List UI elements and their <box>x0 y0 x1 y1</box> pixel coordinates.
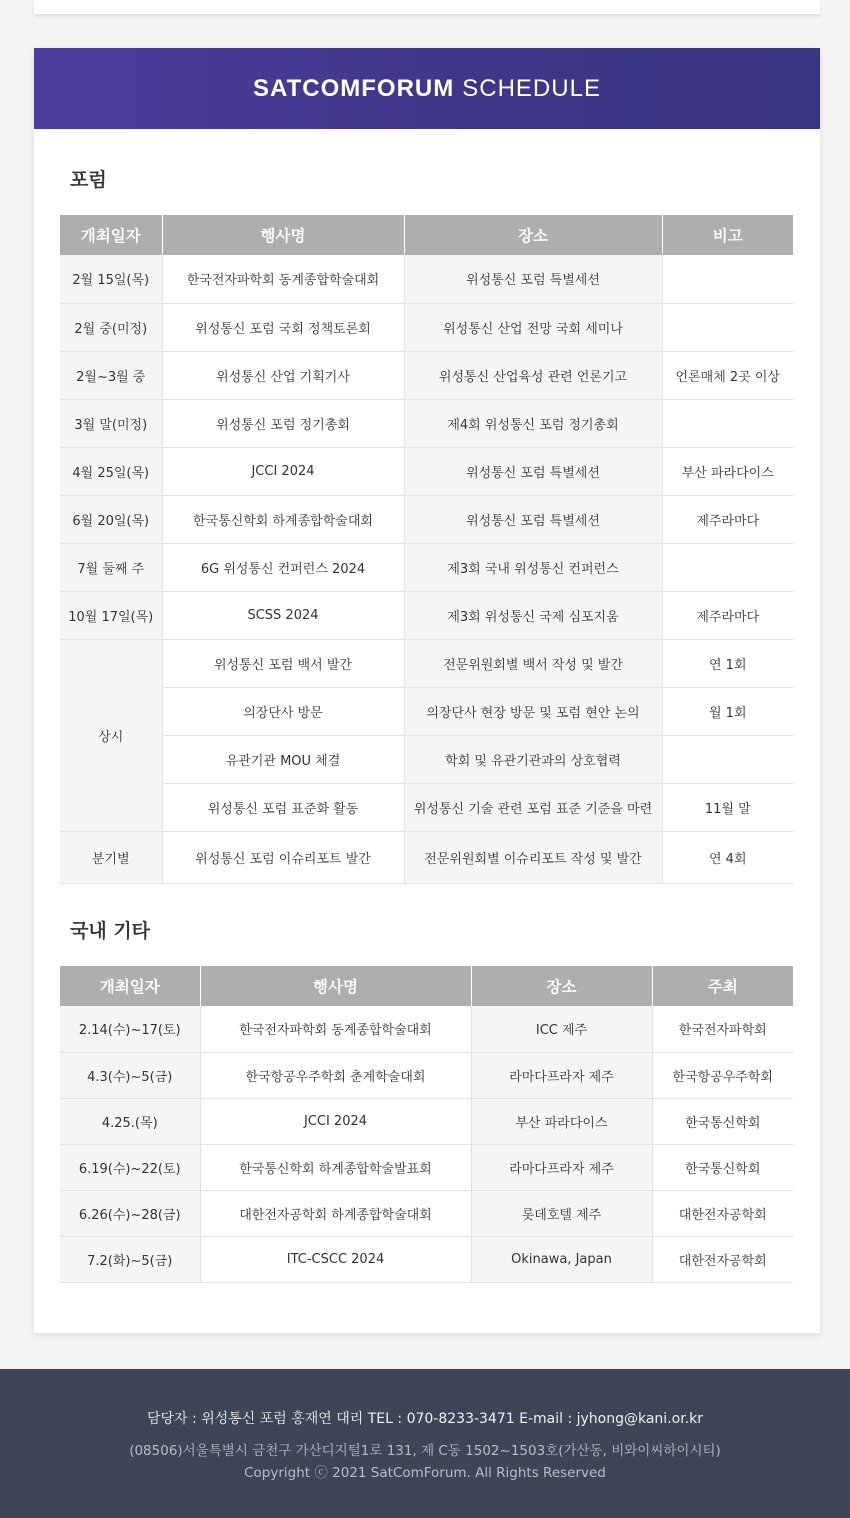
footer-address: (08506)서울특별시 금천구 가산디지털1로 131, 제 C동 1502~1503호(가산동, 비와이씨하이시티) <box>129 1443 721 1459</box>
cell-host: 한국항공우주학회 <box>652 1052 793 1098</box>
domestic-table-header <box>60 966 793 1006</box>
header-date: 개최일자 <box>60 215 162 255</box>
banner-title-light: SCHEDULE <box>462 74 601 102</box>
header-place: 장소 <box>471 966 652 1006</box>
cell-place: 전문위원회별 백서 작성 및 발간 <box>404 639 662 687</box>
cell-event: 한국전자파학회 동계종합학술대회 <box>162 255 404 303</box>
cell-host: 한국통신학회 <box>652 1144 793 1190</box>
cell-place: 부산 파라다이스 <box>471 1098 652 1144</box>
cell-note <box>662 543 793 591</box>
cell-date: 4월 25일(목) <box>60 447 162 495</box>
cell-note <box>662 735 793 783</box>
header-date: 개최일자 <box>60 966 200 1006</box>
header-event: 행사명 <box>200 966 471 1006</box>
table-row <box>60 495 793 543</box>
table-row <box>60 735 793 783</box>
cell-date: 10월 17일(목) <box>60 591 162 639</box>
domestic-section-title: 국내 기타 <box>70 920 151 942</box>
header-host: 주최 <box>652 966 793 1006</box>
domestic-schedule-table <box>60 966 793 1283</box>
cell-place: 라마다프라자 제주 <box>471 1052 652 1098</box>
footer-contact: 담당자 : 위성통신 포럼 홍재연 대리 TEL : 070-8233-3471 E-mail : jyhong@kani.or.kr <box>147 1411 703 1427</box>
cell-event: JCCI 2024 <box>200 1098 471 1144</box>
cell-event: 유관기관 MOU 체결 <box>162 735 404 783</box>
cell-place: 제3회 위성통신 국제 심포지움 <box>404 591 662 639</box>
forum-table-header <box>60 215 793 255</box>
table-row <box>60 1144 793 1190</box>
table-row <box>60 1098 793 1144</box>
cell-event: 의장단사 방문 <box>162 687 404 735</box>
cell-date: 2월~3월 중 <box>60 351 162 399</box>
top-card-edge <box>34 0 820 14</box>
table-row <box>60 687 793 735</box>
cell-note: 월 1회 <box>662 687 793 735</box>
cell-place: 위성통신 기술 관련 포럼 표준 기준을 마련 <box>404 783 662 831</box>
table-row <box>60 1236 793 1282</box>
cell-date: 2.14(수)~17(토) <box>60 1006 200 1052</box>
cell-place: 롯데호텔 제주 <box>471 1190 652 1236</box>
cell-note: 언론매체 2곳 이상 <box>662 351 793 399</box>
table-row <box>60 255 793 303</box>
cell-place: 위성통신 포럼 특별세션 <box>404 447 662 495</box>
cell-place: 라마다프라자 제주 <box>471 1144 652 1190</box>
table-row <box>60 591 793 639</box>
cell-date: 6.19(수)~22(토) <box>60 1144 200 1190</box>
table-row <box>60 351 793 399</box>
table-row <box>60 831 793 883</box>
cell-place: 제4회 위성통신 포럼 정기총회 <box>404 399 662 447</box>
cell-date: 4.25.(목) <box>60 1098 200 1144</box>
cell-host: 한국전자파학회 <box>652 1006 793 1052</box>
cell-event: JCCI 2024 <box>162 447 404 495</box>
cell-place: 의장단사 현장 방문 및 포럼 현안 논의 <box>404 687 662 735</box>
cell-date: 2월 15일(목) <box>60 255 162 303</box>
cell-place: ICC 제주 <box>471 1006 652 1052</box>
cell-date: 4.3(수)~5(금) <box>60 1052 200 1098</box>
cell-note: 11월 말 <box>662 783 793 831</box>
cell-date: 6월 20일(목) <box>60 495 162 543</box>
cell-place: 위성통신 산업육성 관련 언론기고 <box>404 351 662 399</box>
forum-section-title: 포럼 <box>70 169 107 191</box>
cell-place: 학회 및 유관기관과의 상호협력 <box>404 735 662 783</box>
cell-note: 제주라마다 <box>662 495 793 543</box>
cell-note: 연 4회 <box>662 831 793 883</box>
header-event: 행사명 <box>162 215 404 255</box>
cell-event: 한국통신학회 하계종합학술발표회 <box>200 1144 471 1190</box>
cell-event: 위성통신 포럼 정기총회 <box>162 399 404 447</box>
cell-note <box>662 255 793 303</box>
table-row <box>60 783 793 831</box>
header-place: 장소 <box>404 215 662 255</box>
table-row <box>60 447 793 495</box>
cell-note: 부산 파라다이스 <box>662 447 793 495</box>
schedule-banner <box>34 48 820 129</box>
table-row <box>60 1052 793 1098</box>
banner-title-bold: SATCOMFORUM <box>253 74 455 102</box>
cell-note: 연 1회 <box>662 639 793 687</box>
cell-event: 위성통신 포럼 이슈리포트 발간 <box>162 831 404 883</box>
cell-date: 2월 중(미정) <box>60 303 162 351</box>
table-row <box>60 1190 793 1236</box>
footer-copyright: Copyright ⓒ 2021 SatComForum. All Rights Reserved <box>244 1465 606 1481</box>
page-footer <box>0 1369 850 1518</box>
cell-place: 위성통신 산업 전망 국회 세미나 <box>404 303 662 351</box>
cell-host: 대한전자공학회 <box>652 1190 793 1236</box>
cell-host: 대한전자공학회 <box>652 1236 793 1282</box>
cell-date-sangsi: 상시 <box>60 639 162 831</box>
cell-event: 대한전자공학회 하계종합학술대회 <box>200 1190 471 1236</box>
cell-event: 한국항공우주학회 춘계학술대회 <box>200 1052 471 1098</box>
cell-date: 7.2(화)~5(금) <box>60 1236 200 1282</box>
cell-place: Okinawa, Japan <box>471 1236 652 1282</box>
cell-date: 6.26(수)~28(금) <box>60 1190 200 1236</box>
cell-event: SCSS 2024 <box>162 591 404 639</box>
cell-date: 7월 둘째 주 <box>60 543 162 591</box>
table-row <box>60 639 793 687</box>
cell-note <box>662 303 793 351</box>
table-row <box>60 1006 793 1052</box>
cell-event: ITC-CSCC 2024 <box>200 1236 471 1282</box>
cell-event: 한국전자파학회 동계종합학술대회 <box>200 1006 471 1052</box>
cell-place: 제3회 국내 위성통신 컨퍼런스 <box>404 543 662 591</box>
cell-note <box>662 399 793 447</box>
table-row <box>60 303 793 351</box>
cell-place: 전문위원회별 이슈리포트 작성 및 발간 <box>404 831 662 883</box>
cell-event: 6G 위성통신 컨퍼런스 2024 <box>162 543 404 591</box>
cell-event: 한국통신학회 하계종합학술대회 <box>162 495 404 543</box>
cell-event: 위성통신 포럼 표준화 활동 <box>162 783 404 831</box>
header-note: 비고 <box>662 215 793 255</box>
cell-place: 위성통신 포럼 특별세션 <box>404 495 662 543</box>
cell-event: 위성통신 포럼 국회 정책토론회 <box>162 303 404 351</box>
schedule-card <box>34 48 820 1333</box>
cell-date: 분기별 <box>60 831 162 883</box>
cell-host: 한국통신학회 <box>652 1098 793 1144</box>
cell-event: 위성통신 포럼 백서 발간 <box>162 639 404 687</box>
table-row <box>60 543 793 591</box>
forum-schedule-table <box>60 215 793 884</box>
cell-date: 3월 말(미정) <box>60 399 162 447</box>
table-row <box>60 399 793 447</box>
cell-event: 위성통신 산업 기획기사 <box>162 351 404 399</box>
cell-note: 제주라마다 <box>662 591 793 639</box>
cell-place: 위성통신 포럼 특별세션 <box>404 255 662 303</box>
